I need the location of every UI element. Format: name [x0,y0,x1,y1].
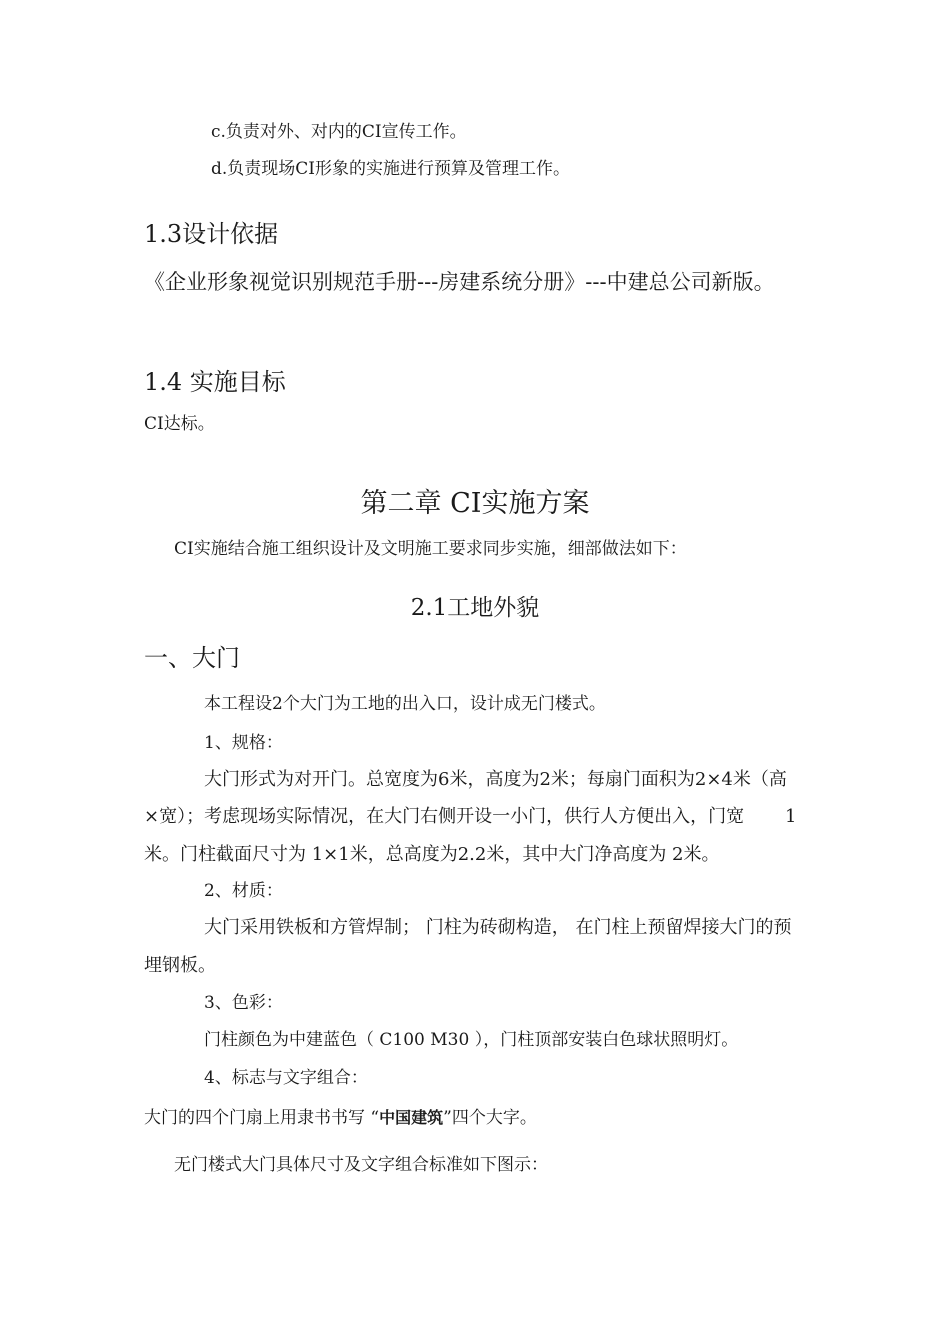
gate-para-1: 本工程设2个大门为工地的出入口，设计成无门楼式。 [204,694,606,714]
gate-spec-line-2: ×宽）；考虑现场实际情况，在大门右侧开设一小门，供行人方便出入，门宽 [144,806,745,827]
section-heading-1-3: 1.3设计依据 [144,220,279,248]
section-1-3-text: 《企业形象视觉识别规范手册---房建系统分册》---中建总公司新版。 [144,270,775,294]
list-item-c: c.负责对外、对内的CI宣传工作。 [211,122,467,142]
gate-spec-line-1: 大门形式为对开门。总宽度为6米，高度为2米；每扇门面积为2×4米（高 [204,769,787,790]
gate-color-line: 门柱颜色为中建蓝色（ C100 M30 ），门柱顶部安装白色球状照明灯。 [204,1030,739,1050]
gate-color-label: 3、色彩： [204,993,283,1013]
gate-heading: 一、大门 [144,644,240,672]
section-title-2-1: 2.1工地外貌 [410,595,540,621]
chapter-title: 第二章 CI实施方案 [360,488,590,519]
gate-closing: 无门楼式大门具体尺寸及文字组合标准如下图示： [174,1155,548,1175]
gate-logo-line [144,1110,537,1127]
list-item-d: d.负责现场CI形象的实施进行预算及管理工作。 [211,159,571,179]
gate-logo-line-post: ”四个大字。 [443,1108,537,1128]
gate-spec-line-3: 米。门柱截面尺寸为 1×1米，总高度为2.2米，其中大门净高度为 2米。 [144,844,720,865]
gate-logo-line-pre: 大门的四个门扇上用隶书书写 “ [144,1108,380,1128]
brand-wordmark: 中国建筑 [379,1108,444,1127]
section-1-4-text: CI达标。 [144,414,215,434]
gate-material-line-1: 大门采用铁板和方管焊制； 门柱为砖砌构造， 在门柱上预留焊接大门的预 [204,917,792,938]
gate-material-line-2: 埋钢板。 [144,955,216,976]
gate-logo-label: 4、标志与文字组合： [204,1068,368,1088]
gate-spec-line-2-tail: 1 [785,806,797,827]
section-heading-1-4: 1.4 实施目标 [144,368,286,396]
gate-material-label: 2、材质： [204,881,283,901]
chapter-intro: CI实施结合施工组织设计及文明施工要求同步实施，细部做法如下： [174,539,687,559]
gate-spec-label: 1、规格： [204,733,283,753]
